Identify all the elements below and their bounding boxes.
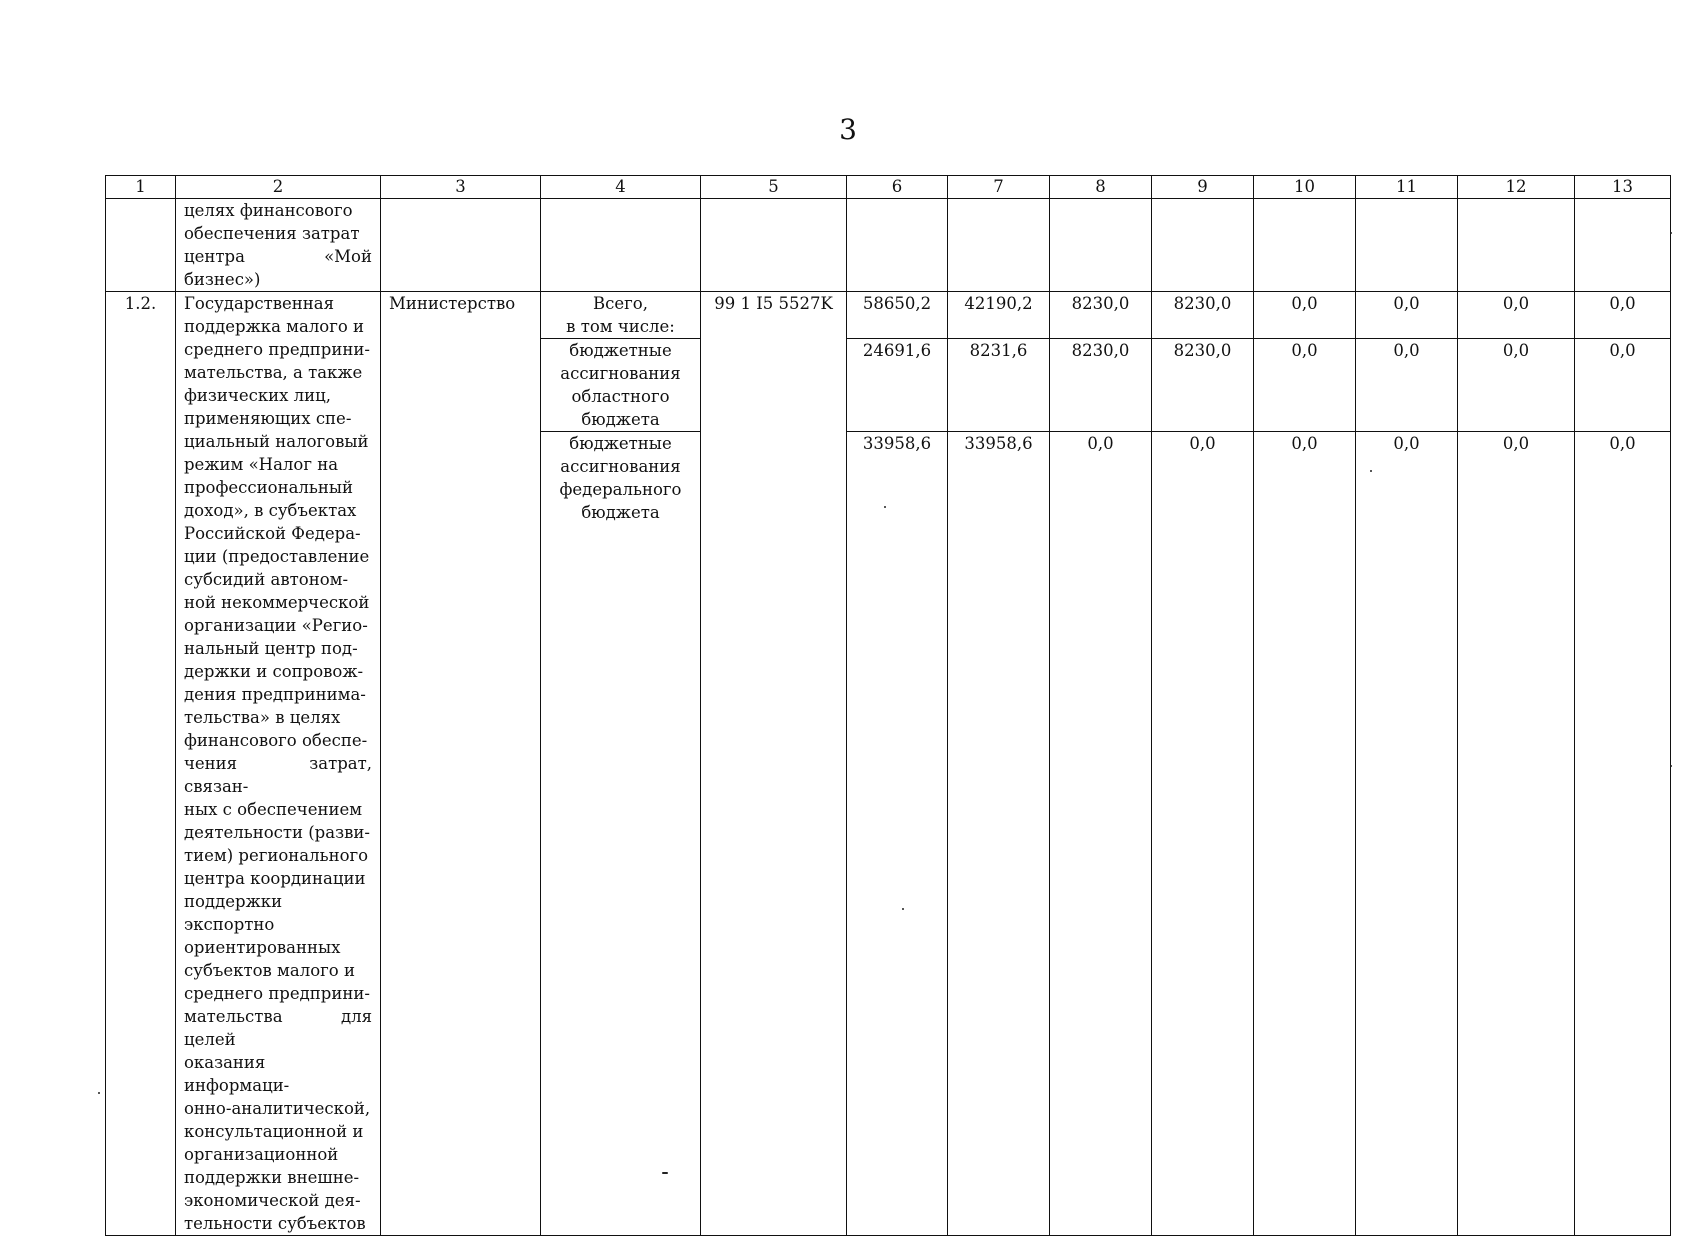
description-line: мательства, а также — [184, 363, 363, 382]
value-cell: 0,0 — [1458, 292, 1575, 339]
budget-table — [105, 175, 1671, 1236]
source-label-line: областного — [571, 387, 670, 406]
column-header: 7 — [948, 176, 1050, 199]
description-line: организационной — [184, 1145, 339, 1164]
description-line: Российской Федера- — [184, 524, 361, 543]
description-line: поддержки экспортно — [184, 892, 283, 934]
value-cell: 24691,6 — [847, 339, 948, 432]
description-line: доход», в субъектах — [184, 501, 357, 520]
scan-speck — [98, 1092, 100, 1094]
source-label-total — [541, 292, 701, 339]
column-number-row — [106, 176, 1671, 199]
column-header: 10 — [1254, 176, 1356, 199]
description-line: режим «Налог на — [184, 455, 339, 474]
description-line: целях финансового — [184, 201, 353, 220]
description-line: среднего предприни- — [184, 984, 370, 1003]
column-header: 11 — [1356, 176, 1458, 199]
value-cell: 8230,0 — [1050, 292, 1152, 339]
empty-cell — [1050, 199, 1152, 292]
description-line: ции (предоставление — [184, 547, 370, 566]
value-cell: 0,0 — [1458, 432, 1575, 1236]
column-header: 13 — [1575, 176, 1671, 199]
value-cell: 33958,6 — [847, 432, 948, 1236]
empty-cell — [701, 199, 847, 292]
description-line: держки и сопровож- — [184, 662, 364, 681]
source-label-line: в том числе: — [566, 317, 675, 336]
value-cell: 0,0 — [1575, 339, 1671, 432]
description-line: субъектов малого и — [184, 961, 355, 980]
description-line: применяющих спе- — [184, 409, 352, 428]
description-line: профессиональный — [184, 478, 354, 497]
value-cell: 0,0 — [1050, 432, 1152, 1236]
measure-description — [176, 292, 381, 1236]
scan-speck — [884, 506, 886, 508]
description-line: циальный налоговый — [184, 432, 369, 451]
empty-cell — [1152, 199, 1254, 292]
value-cell: 0,0 — [1254, 432, 1356, 1236]
description-line: организации «Регио- — [184, 616, 368, 635]
source-label-line: бюджета — [581, 410, 660, 429]
description-line: поддержка малого и — [184, 317, 365, 336]
value-cell: 33958,6 — [948, 432, 1050, 1236]
description-line: Государственная — [184, 294, 335, 313]
continuation-row — [106, 199, 1671, 292]
description-line: тельства» в целях — [184, 708, 341, 727]
row-number-cell — [106, 199, 176, 292]
description-line: обеспечения затрат — [184, 224, 360, 243]
continuation-description — [176, 199, 381, 292]
description-line: центра «Мой бизнес») — [184, 247, 372, 289]
description-line: поддержки внешне- — [184, 1168, 360, 1187]
description-line: среднего предприни- — [184, 340, 370, 359]
description-line: деятельности (разви- — [184, 823, 370, 842]
source-label-line: бюджетные — [569, 341, 672, 360]
description-line: чения затрат, связан- — [184, 754, 372, 796]
description-line: тием) регионального — [184, 846, 369, 865]
value-cell: 0,0 — [1356, 292, 1458, 339]
value-cell: 0,0 — [1254, 292, 1356, 339]
empty-cell — [541, 199, 701, 292]
value-cell: 0,0 — [1575, 292, 1671, 339]
scan-speck — [1370, 470, 1372, 472]
value-cell: 8231,6 — [948, 339, 1050, 432]
description-line: дения предпринима- — [184, 685, 366, 704]
description-line: физических лиц, — [184, 386, 332, 405]
source-label-line: федерального — [559, 480, 682, 499]
description-line: ной некоммерческой — [184, 593, 370, 612]
description-line: консультационной и — [184, 1122, 364, 1141]
empty-cell — [948, 199, 1050, 292]
value-cell: 0,0 — [1356, 432, 1458, 1236]
description-line: субсидий автоном- — [184, 570, 349, 589]
description-line: центра координации — [184, 869, 366, 888]
value-cell: 8230,0 — [1050, 339, 1152, 432]
row-number: 1.2. — [106, 292, 176, 1236]
column-header: 6 — [847, 176, 948, 199]
source-label-line: ассигнования — [560, 457, 681, 476]
source-label-line: Всего, — [593, 294, 648, 313]
description-line: мательства для целей — [184, 1007, 372, 1049]
value-cell: 8230,0 — [1152, 292, 1254, 339]
value-cell: 42190,2 — [948, 292, 1050, 339]
column-header: 2 — [176, 176, 381, 199]
source-label-line: ассигнования — [560, 364, 681, 383]
description-line: тельности субъектов — [184, 1214, 366, 1233]
scan-speck — [662, 1172, 668, 1174]
source-label-line: бюджета — [581, 503, 660, 522]
value-cell: 0,0 — [1575, 432, 1671, 1236]
executor-cell: Министерство — [381, 292, 541, 1236]
column-header: 4 — [541, 176, 701, 199]
empty-cell — [1458, 199, 1575, 292]
empty-cell — [1254, 199, 1356, 292]
description-line: экономической дея- — [184, 1191, 361, 1210]
value-cell: 0,0 — [1458, 339, 1575, 432]
page-number: 3 — [839, 113, 857, 146]
budget-code: 99 1 I5 5527K — [701, 292, 847, 1236]
scan-speck — [1670, 232, 1672, 234]
value-cell: 0,0 — [1356, 339, 1458, 432]
description-line: онно-аналитической, — [184, 1099, 371, 1118]
description-line: ных с обеспечением — [184, 800, 363, 819]
value-cell: 58650,2 — [847, 292, 948, 339]
source-label-line: бюджетные — [569, 434, 672, 453]
column-header: 12 — [1458, 176, 1575, 199]
column-header: 8 — [1050, 176, 1152, 199]
empty-cell — [1356, 199, 1458, 292]
column-header: 5 — [701, 176, 847, 199]
column-header: 1 — [106, 176, 176, 199]
description-line: нальный центр под- — [184, 639, 358, 658]
empty-cell — [847, 199, 948, 292]
empty-cell — [381, 199, 541, 292]
value-cell: 0,0 — [1254, 339, 1356, 432]
column-header: 3 — [381, 176, 541, 199]
value-cell: 8230,0 — [1152, 339, 1254, 432]
column-header: 9 — [1152, 176, 1254, 199]
scan-speck — [1670, 765, 1672, 767]
description-line: оказания информаци- — [184, 1053, 290, 1095]
source-label-federal — [541, 432, 701, 1236]
description-line: ориентированных — [184, 938, 341, 957]
value-cell: 0,0 — [1152, 432, 1254, 1236]
scan-speck — [902, 908, 904, 910]
empty-cell — [1575, 199, 1671, 292]
description-line: финансового обеспе- — [184, 731, 368, 750]
source-row-total — [106, 292, 1671, 339]
source-label-regional — [541, 339, 701, 432]
